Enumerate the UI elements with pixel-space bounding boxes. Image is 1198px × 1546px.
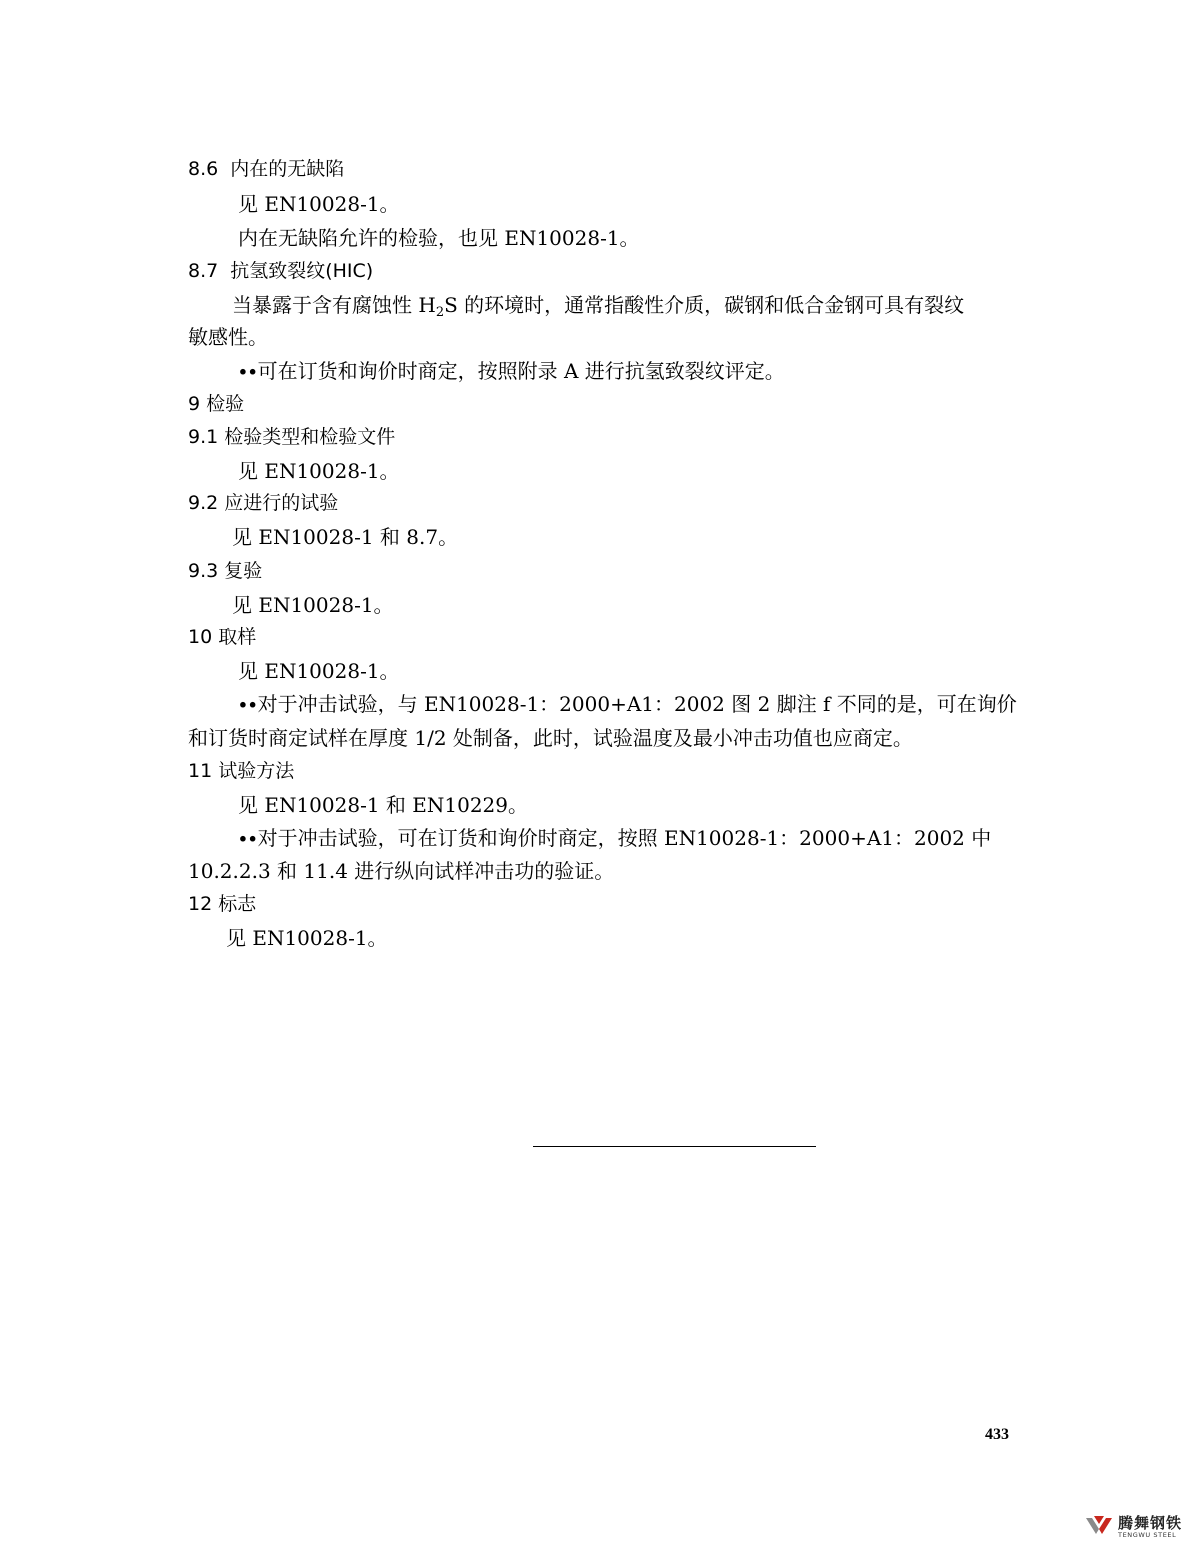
paragraph: ∙∙对于冲击试验，可在订货和询价时商定，按照 EN10028-1：2000+A1：2002 中 [238, 826, 992, 850]
heading-8-7 [188, 262, 373, 281]
section-number: 8.7 [188, 260, 219, 282]
heading-9-3: 9.3 复验 [188, 560, 263, 582]
section-number: 8.6 [188, 158, 219, 180]
logo [1084, 1510, 1188, 1542]
paragraph: 见 EN10028-1。 [238, 459, 400, 483]
heading-12: 12 标志 [188, 893, 257, 915]
page-number: 433 [985, 1426, 1009, 1443]
logo-subtext: TENGWU STEEL [1118, 1531, 1177, 1539]
heading-8-6 [188, 160, 344, 179]
logo-text: 腾舞钢铁 [1118, 1514, 1183, 1532]
subscript: 2 [435, 305, 445, 320]
paragraph-continuation: 敏感性。 [188, 325, 268, 349]
heading-11: 11 试验方法 [188, 760, 295, 782]
paragraph: 见 EN10028-1。 [232, 593, 394, 617]
section-title: 抗氢致裂纹(HIC) [230, 260, 374, 282]
heading-9-2: 9.2 应进行的试验 [188, 492, 339, 514]
text-run: S 的环境时，通常指酸性介质，碳钢和低合金钢可具有裂纹 [444, 293, 965, 317]
heading-9-1: 9.1 检验类型和检验文件 [188, 426, 396, 448]
paragraph: 见 EN10028-1 和 8.7。 [232, 525, 459, 549]
paragraph-continuation: 和订货时商定试样在厚度 1/2 处制备，此时，试验温度及最小冲击功值也应商定。 [188, 726, 913, 750]
logo-mark-icon [1084, 1512, 1114, 1540]
text-run: 当暴露于含有腐蚀性 H [232, 293, 436, 317]
divider [533, 1146, 816, 1147]
paragraph: 内在无缺陷允许的检验，也见 EN10028-1。 [238, 226, 640, 250]
paragraph: 见 EN10028-1。 [238, 659, 400, 683]
paragraph: 见 EN10028-1。 [238, 192, 400, 216]
paragraph [232, 293, 965, 320]
section-title: 内在的无缺陷 [230, 158, 345, 180]
paragraph: ∙∙可在订货和询价时商定，按照附录 A 进行抗氢致裂纹评定。 [238, 359, 785, 383]
heading-9: 9 检验 [188, 393, 245, 415]
paragraph: 见 EN10028-1。 [226, 926, 388, 950]
heading-10: 10 取样 [188, 626, 257, 648]
paragraph-continuation: 10.2.2.3 和 11.4 进行纵向试样冲击功的验证。 [188, 859, 615, 883]
paragraph: 见 EN10028-1 和 EN10229。 [238, 793, 528, 817]
paragraph: ∙∙对于冲击试验，与 EN10028-1：2000+A1：2002 图 2 脚注 f 不同的是，可在询价 [238, 692, 1017, 716]
